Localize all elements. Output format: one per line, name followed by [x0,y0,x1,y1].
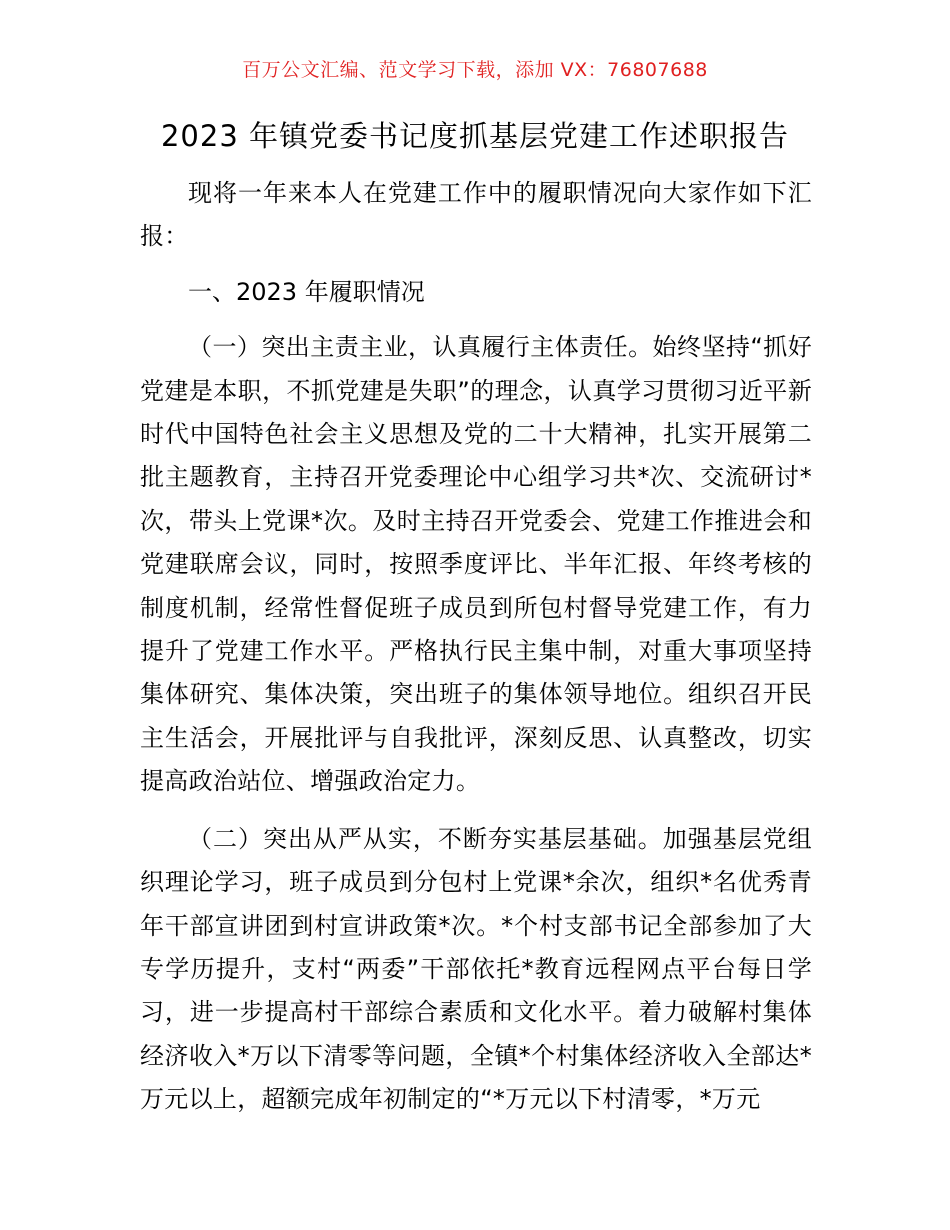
document-body [140,172,812,1122]
paragraph-foundation: （二）突出从严从实，不断夯实基层基础。加强基层党组织理论学习，班子成员到分包村上党课*余次，组织*名优秀青年干部宣讲团到村宣讲政策*次。*个村支部书记全部参加了大专学历提升，支村“两委”干部依托*教育远程网点平台每日学习，进一步提高村干部综合素质和文化水平。着力破解村集体经济收入*万以下清零等问题，全镇*个村集体经济收入全部达*万元以上，超额完成年初制定的“*万元以下村清零，*万元 [140,824,812,1114]
paragraph-duties: （一）突出主责主业，认真履行主体责任。始终坚持“抓好党建是本职，不抓党建是失职”的理念，认真学习贯彻习近平新时代中国特色社会主义思想及党的二十大精神，扎实开展第二批主题教育，主持召开党委理论中心组学习共*次、交流研讨*次，带头上党课*次。及时主持召开党委会、党建工作推进会和党建联席会议，同时，按照季度评比、半年汇报、年终考核的制度机制，经常性督促班子成员到所包村督导党建工作，有力提升了党建工作水平。严格执行民主集中制，对重大事项坚持集体研究、集体决策，突出班子的集体领导地位。组织召开民主生活会，开展批评与自我批评，深刻反思、认真整改，切实提高政治站位、增强政治定力。 [140,333,812,796]
intro-paragraph: 现将一年来本人在党建工作中的履职情况向大家作如下汇报： [140,179,812,251]
document-title: 2023 年镇党委书记度抓基层党建工作述职报告 [160,119,790,153]
section-heading: 一、2023 年履职情况 [188,277,425,306]
watermark-banner: 百万公文汇编、范文学习下载，添加 VX：76807688 [242,59,708,81]
